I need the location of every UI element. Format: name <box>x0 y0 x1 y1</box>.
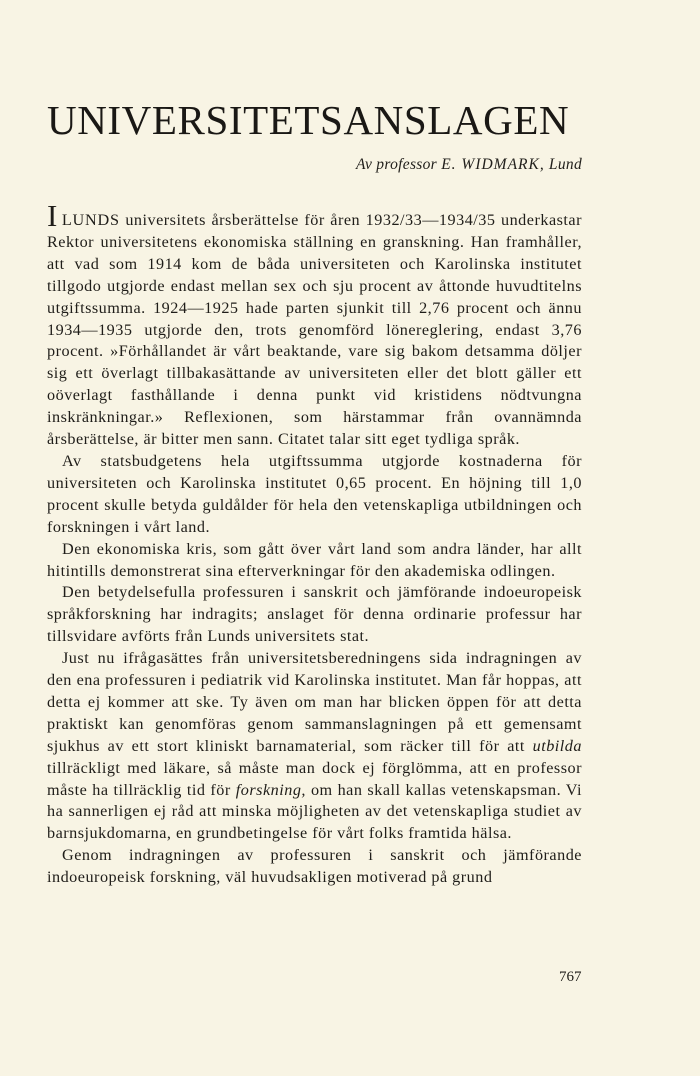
page-number: 767 <box>559 969 582 985</box>
paragraph-5-text-b: tillräckligt med läkare, så måste man dock ej förglömma, att en professor måste ha tillräcklig tid för <box>47 758 582 799</box>
byline <box>356 156 582 174</box>
paragraph-5 <box>47 648 582 845</box>
emphasis-utbilda: utbilda <box>532 736 582 755</box>
lead-word: LUNDS <box>61 211 120 229</box>
emphasis-forskning: forskning, <box>235 780 306 799</box>
article-title: UNIVERSITETSANSLAGEN <box>47 97 570 143</box>
drop-cap-initial: I <box>47 198 58 233</box>
paragraph-5-text-c: om han skall kallas vetenskapsman. Vi ha sannerligen ej råd att minska möjligheten av det vetenskapliga studiet av barnsjukdomarna, en grundbetingelse för vårt folks framtida hälsa. <box>47 780 583 843</box>
paragraph-2: Av statsbudgetens hela utgiftssumma utgjorde kostnaderna för universiteten och Karolinska institutet 0,65 procent. En höjning till 1,0 procent skulle betyda guldålder för hela den vetenskapliga utbildningen och forskningen i vårt land. <box>47 451 582 536</box>
author-location: Lund <box>548 156 582 173</box>
paragraph-5-text-a: Just nu ifrågasättes från universitetsberedningens sida indragningen av den ena professuren i pediatrik vid Karolinska institutet. Man får hoppas, att detta ej kommer att ske. Ty även om man har blicken öppen för att detta praktiskt kan genomföras genom sammanslagningen på ett gemensamt sjukhus av ett stort kliniskt barnamaterial, som räcker till för att <box>47 649 582 755</box>
paragraph-4: Den betydelsefulla professuren i sanskrit och jämförande indoeuropeisk språkforskning har indragits; anslaget för denna ordinarie professur har tillsvidare avförts från Lunds universitets stat. <box>47 583 582 646</box>
paragraph-6: Genom indragningen av professuren i sanskrit och jämförande indoeuropeisk forskning, väl huvudsakligen motiverad på grund <box>47 846 582 887</box>
article-body <box>47 198 583 889</box>
author-name: E. WIDMARK, <box>441 156 545 173</box>
paragraph-3: Den ekonomiska kris, som gått över vårt land som andra länder, har allt hitintills demonstrerat sina efterverkningar för den akademiska odlingen. <box>47 539 582 580</box>
paragraph-1 <box>47 198 582 451</box>
byline-prefix: Av professor <box>356 156 437 173</box>
paragraph-1-text: universitets årsberättelse för åren 1932/33—1934/35 underkastar Rektor universitetens ekonomiska ställning en granskning. Han framhåller, att vad som 1914 kom de båda universiteten och Karolinska institutet tillgodo utgjorde endast mellan sex och sju procent av åttonde huvudtitelns utgiftssumma. 1924—1925 hade parten sjunkit till 2,76 procent och ännu 1934—1935 utgjorde den, trots genomförd lönereglering, endast 3,76 procent. »Förhållandet är vårt beaktande, vare sig bakom detsamma döljer sig ett överlagt tillbakasättande av universiteten eller det blott gäller ett oöverlagt fasthållande i denna punkt vid kristidens nödtvungna inskränkningar.» Reflexionen, som härstammar från ovannämnda årsberättelse, är bitter men sann. Citatet talar sitt eget tydliga språk. <box>47 211 582 449</box>
